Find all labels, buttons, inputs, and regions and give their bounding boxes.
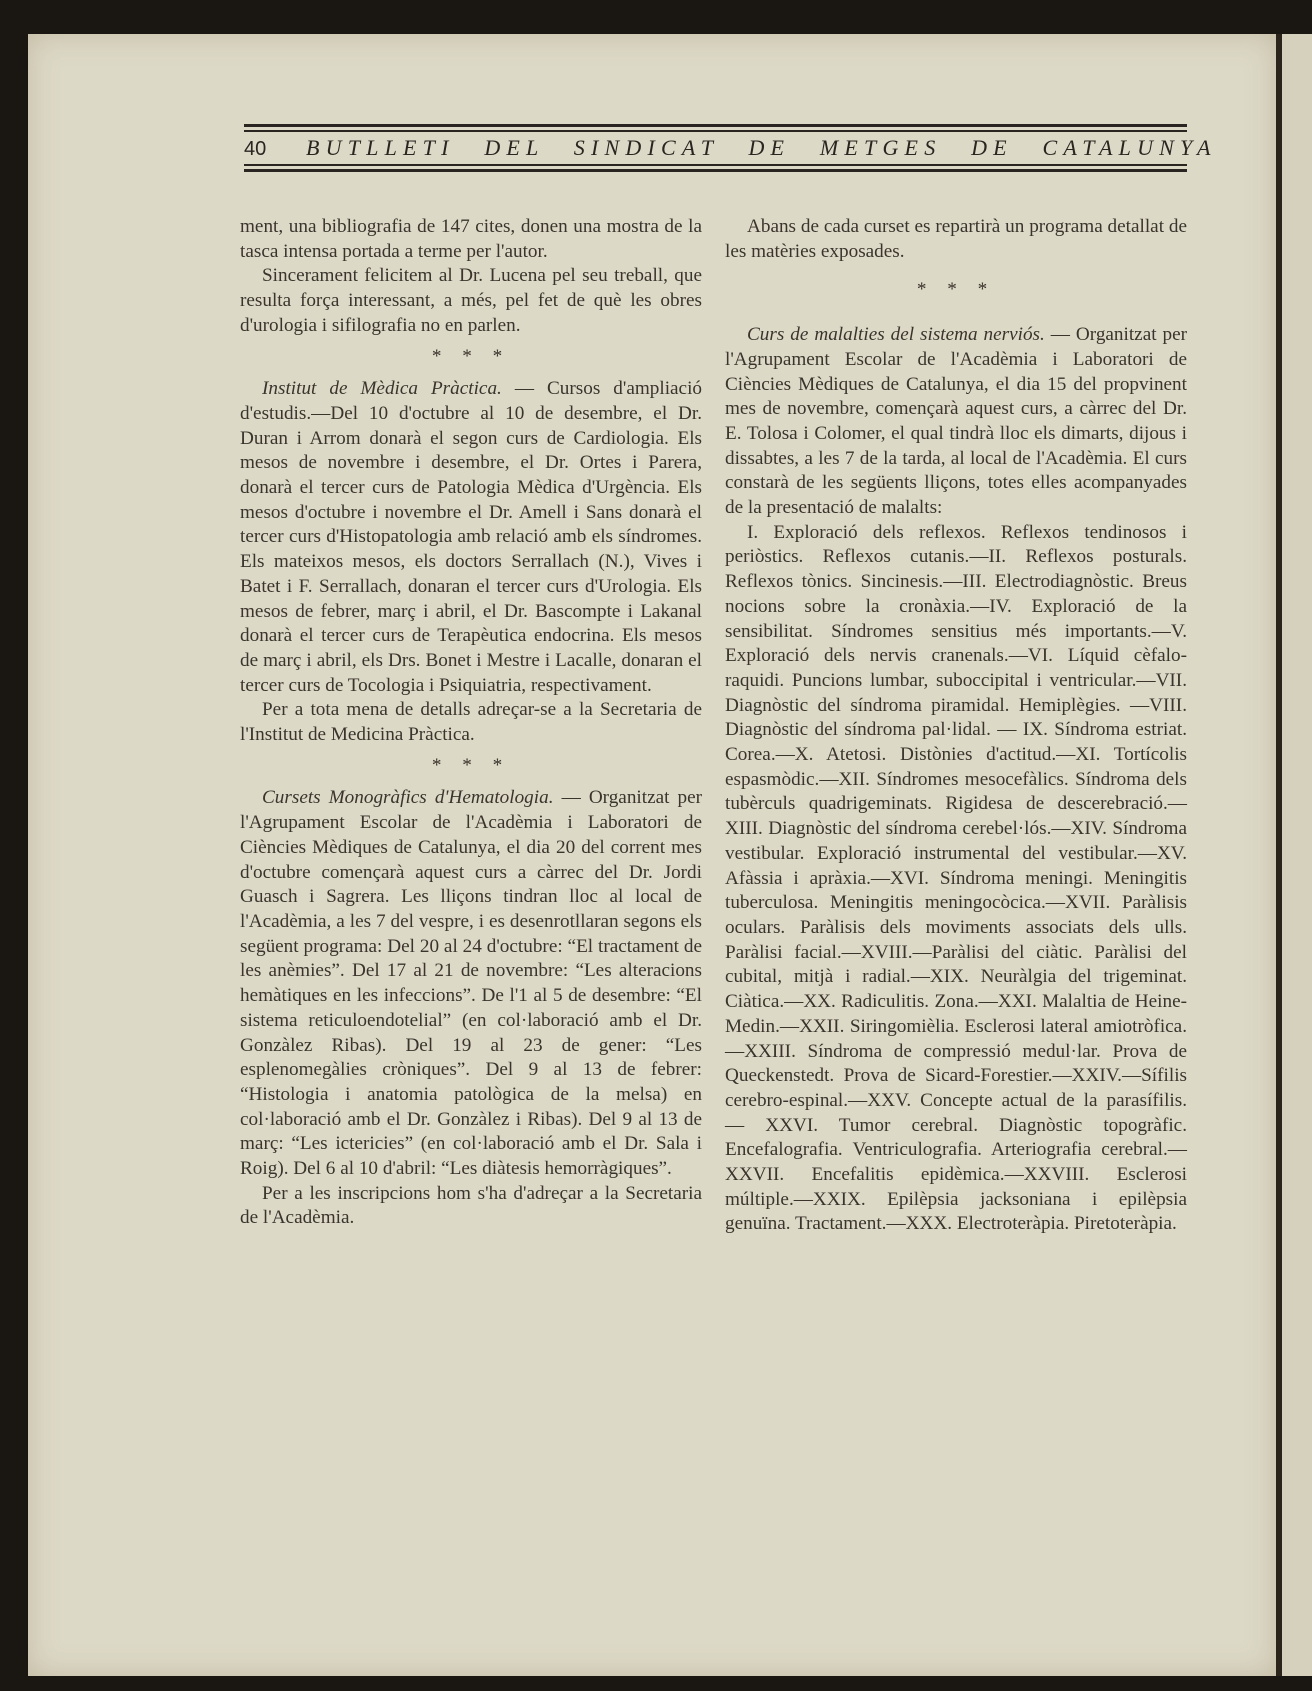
page-number: 40	[244, 138, 267, 160]
paragraph: Abans de cada curset es repartirà un programa detallat de les matèries exposades.	[725, 216, 1187, 262]
paragraph: Sincerament felicitem al Dr. Lucena pel seu treball, que resulta força interessant, a més, pel fet de què les obres d'urologia i sifilografia no en parlen.	[240, 265, 702, 336]
section-title: Institut de Mèdica Pràctica.	[262, 378, 502, 400]
section-body: — Organitzat per l'Agrupament Escolar de l'Acadèmia i Laboratori de Ciències Mèdiques de Catalunya, el dia 15 del propvinent mes de novembre, començarà aquest curs, a càrrec del Dr. E. Tolosa i Colomer, el qual tindrà lloc els dimarts, dijous i dissabtes, a les 7 de la tarda, al local de l'Acadèmia. El curs constarà de les següents lliçons, totes elles acompanyades de la presentació de malalts:	[725, 324, 1187, 519]
section-divider: * * *	[431, 754, 511, 776]
right-column	[725, 215, 1187, 1237]
page-header	[244, 124, 1217, 176]
paragraph: Per a tota mena de detalls adreçar-se a la Secretaria de l'Institut de Medicina Pràctica.	[240, 699, 702, 746]
header-rule-top-thin	[244, 130, 1187, 132]
journal-title: BUTLLETI DEL SINDICAT DE METGES DE CATALUNYA	[306, 135, 1217, 160]
section-title: Curs de malalties del sistema nerviós.	[747, 324, 1045, 346]
paragraph: ment, una bibliografia de 147 cites, donen una mostra de la tasca intensa portada a terme per l'autor.	[240, 216, 702, 262]
section-divider: * * *	[916, 279, 996, 301]
left-column	[240, 215, 702, 1231]
section-body: — Organitzat per l'Agrupament Escolar de l'Acadèmia i Laboratori de Ciències Mèdiques de Catalunya, el dia 20 del corrent mes d'octubre començarà aquest curs a càrrec del Dr. Jordi Guasch i Sagrera. Les lliçons tindran lloc al local de l'Acadèmia, a les 7 del vespre, i es desenrotllaran segons els següent programa: Del 20 al 24 d'octubre: “El tractament de les anèmies”. Del 17 al 21 de novembre: “Les alteracions hemàtiques en les infeccions”. De l'1 al 5 de desembre: “El sistema reticuloendotelial” (en col·laboració amb el Dr. Gonzàlez Ribas). Del 19 al 23 de gener: “Les esplenomegàlies cròniques”. Del 9 al 13 de febrer: “Histologia i anatomia patològica de la melsa) en col·laboració amb el Dr. Gonzàlez i Ribas). Del 9 al 13 de març: “Les ictericies” (en col·laboració amb el Dr. Sala i Roig). Del 6 al 10 d'abril: “Les diàtesis hemorràgiques”.	[240, 787, 703, 1180]
section-title: Cursets Monogràfics d'Hematologia.	[262, 787, 554, 809]
header-rule-bottom	[244, 169, 1187, 172]
paragraph	[240, 786, 702, 1181]
section-divider: * * *	[431, 345, 511, 367]
paragraph	[240, 377, 702, 698]
header-rule-bottom-thin	[244, 164, 1187, 166]
paragraph: I. Exploració dels reflexos. Reflexos tendinosos i periòstics. Reflexos cutanis.—II. Reflexos posturals. Reflexos tònics. Sincinesis.—III. Electrodiagnòstic. Breus nocions sobre la cronàxia.—IV. Exploració de la sensibilitat. Síndromes sensitius més importants.—V. Exploració dels nervis cranenals.—VI. Líquid cèfalo-raquidi. Puncions lumbar, suboccipital i ventricular.—VII. Diagnòstic del síndroma piramidal. Hemiplègies. —VIII. Diagnòstic del síndroma pal·lidal. — IX. Síndroma estriat. Corea.—X. Atetosi. Distònies d'actitud.—XI. Tortícolis espasmòdic.—XII. Síndromes mesocefàlics. Síndroma dels tubèrculs quadrigeminats. Rigidesa de descerebració.—XIII. Diagnòstic del síndroma cerebel·lós.—XIV. Síndroma vestibular. Exploració instrumental del vestibular.—XV. Afàssia i apràxia.—XVI. Síndroma meningi. Meningitis tuberculosa. Meningitis meningocòcica.—XVII. Paràlisis oculars. Paràlisis dels moviments associats dels ulls. Paràlisi facial.—XVIII.—Paràlisi del ciàtic. Paràlisi del cubital, mitjà i radial.—XIX. Neuràlgia del trigeminat. Ciàtica.—XX. Radiculitis. Zona.—XXI. Malaltia de Heine-Medin.—XXII. Siringomièlia. Esclerosi lateral amiotròfica.—XXIII. Síndroma de compressió medul·lar. Prova de Queckenstedt. Prova de Sicard-Forestier.—XXIV.—Sífilis cerebro-espinal.—XXV. Concepte actual de la parasífilis. — XXVI. Tumor cerebral. Diagnòstic topogràfic. Encefalografia. Ventriculografia. Arteriografia cerebral.—XXVII. Encefalitis epidèmica.—XXVIII. Esclerosi múltiple.—XXIX. Epilèpsia jacksoniana i epilèpsia genuïna. Tractament.—XXX. Electroteràpia. Piretoteràpia.	[725, 521, 1187, 1235]
paragraph	[725, 323, 1187, 521]
adjacent-page-edge	[1276, 34, 1312, 1676]
header-rule-top	[244, 124, 1187, 127]
paragraph: Per a les inscripcions hom s'ha d'adreçar a la Secretaria de l'Acadèmia.	[240, 1182, 702, 1229]
section-body: — Cursos d'ampliació d'estudis.—Del 10 d'octubre al 10 de desembre, el Dr. Duran i Arrom donarà el segon curs de Cardiologia. Els mesos de novembre i desembre, el Dr. Ortes i Parera, donarà el tercer curs de Patologia Mèdica d'Urgència. Els mesos d'octubre i novembre el Dr. Amell i Sans donarà el tercer curs d'Histopatologia amb relació amb els síndromes. Els mateixos mesos, els doctors Serrallach (N.), Vives i Batet i F. Serrallach, donaran el tercer curs d'Urologia. Els mesos de febrer, març i abril, el Dr. Bascompte i Lakanal donarà el tercer curs de Terapèutica endocrina. Els mesos de març i abril, els Drs. Bonet i Mestre i Lacalle, donaran el tercer curs de Tocologia i Psiquiatria, respectivament.	[240, 378, 702, 696]
